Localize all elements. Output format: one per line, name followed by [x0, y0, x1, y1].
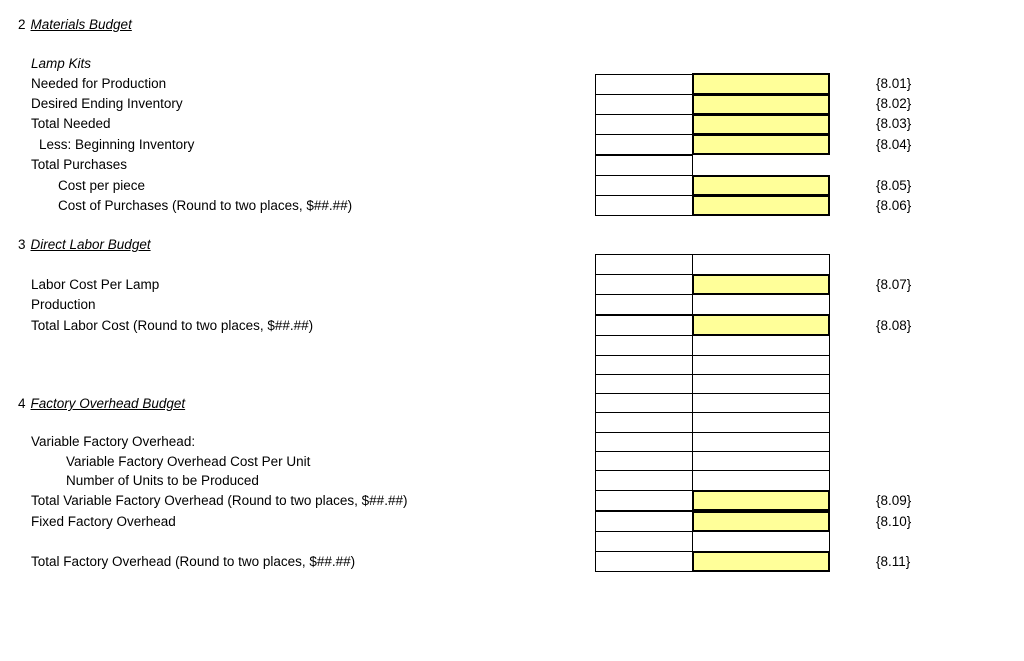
cell-a-total-labor-cost[interactable] [595, 315, 693, 336]
input-a-total-needed[interactable] [596, 115, 692, 134]
input-a-overhead-blank[interactable] [596, 532, 692, 551]
answer-input-8-03[interactable] [694, 116, 828, 133]
answer-cell-8-05[interactable] [692, 175, 830, 196]
answer-code-8-07: {8.07} [876, 277, 912, 292]
answer-input-8-08[interactable] [694, 316, 828, 334]
input-b-labor-header[interactable] [693, 255, 829, 274]
cell-b-overhead-blank[interactable] [692, 531, 830, 552]
input-b-production[interactable] [693, 295, 829, 314]
cell-a-production[interactable] [595, 294, 693, 315]
cell-a-blank-3[interactable] [595, 374, 693, 395]
row-label-total-factory-overhead: Total Factory Overhead (Round to two places, $##.##) [31, 554, 356, 569]
input-a-total-factory-overhead[interactable] [596, 552, 692, 571]
input-a-desired-ending-inventory[interactable] [596, 95, 692, 114]
row-label-total-needed: Total Needed [31, 116, 111, 131]
section-number: 3 [18, 237, 26, 252]
answer-input-8-04[interactable] [694, 136, 828, 153]
input-b-blank-1[interactable] [693, 336, 829, 355]
cell-a-variable-overhead-cost-per-unit[interactable] [595, 451, 693, 472]
answer-cell-8-07[interactable] [692, 274, 830, 295]
row-label-needed-for-production: Needed for Production [31, 76, 167, 91]
answer-cell-8-01[interactable] [692, 73, 830, 95]
row-label-total-variable-factory-overhead: Total Variable Factory Overhead (Round to two places, $##.##) [31, 493, 408, 508]
cell-a-number-of-units[interactable] [595, 470, 693, 491]
section-title: Materials Budget [30, 17, 132, 32]
row-label-labor-cost-per-lamp: Labor Cost Per Lamp [31, 277, 160, 292]
input-b-blank-2[interactable] [693, 356, 829, 375]
cell-b-blank-3[interactable] [692, 374, 830, 395]
input-b-variable-factory-overhead[interactable] [693, 433, 829, 452]
input-a-total-purchases[interactable] [596, 156, 692, 175]
answer-code-8-01: {8.01} [876, 76, 912, 91]
answer-input-8-05[interactable] [694, 177, 828, 194]
answer-input-8-06[interactable] [694, 197, 828, 214]
answer-input-8-11[interactable] [694, 553, 828, 570]
input-a-total-labor-cost[interactable] [596, 316, 692, 335]
cell-b-blank-5[interactable] [692, 412, 830, 433]
row-label-total-labor-cost: Total Labor Cost (Round to two places, $##.##) [31, 318, 314, 333]
row-label-variable-factory-overhead: Variable Factory Overhead: [31, 434, 196, 449]
answer-cell-8-09[interactable] [692, 490, 830, 511]
input-a-production[interactable] [596, 295, 692, 314]
lamp-kits-subtitle: Lamp Kits [31, 56, 92, 71]
answer-code-8-04: {8.04} [876, 137, 912, 152]
cell-b-number-of-units[interactable] [692, 470, 830, 491]
answer-code-8-05: {8.05} [876, 178, 912, 193]
input-b-variable-overhead-cost-per-unit[interactable] [693, 452, 829, 471]
answer-cell-8-06[interactable] [692, 195, 830, 216]
answer-cell-8-08[interactable] [692, 314, 830, 336]
answer-input-8-09[interactable] [694, 492, 828, 509]
cell-a-blank-5[interactable] [595, 412, 693, 433]
section-number: 2 [18, 17, 26, 32]
input-a-blank-3[interactable] [596, 375, 692, 394]
cell-a-total-needed[interactable] [595, 114, 693, 135]
cell-b-production[interactable] [692, 294, 830, 315]
cell-a-total-purchases[interactable] [595, 155, 693, 176]
input-a-labor-cost-per-lamp[interactable] [596, 275, 692, 294]
answer-code-8-03: {8.03} [876, 116, 912, 131]
section-title: Factory Overhead Budget [30, 396, 186, 411]
cell-a-blank-4[interactable] [595, 393, 693, 414]
cell-a-fixed-factory-overhead[interactable] [595, 511, 693, 532]
input-a-variable-factory-overhead[interactable] [596, 433, 692, 452]
section-title: Direct Labor Budget [30, 237, 151, 252]
input-a-blank-5[interactable] [596, 413, 692, 432]
row-label-fixed-factory-overhead: Fixed Factory Overhead [31, 514, 176, 529]
cell-a-cost-per-piece[interactable] [595, 175, 693, 196]
cell-a-blank-2[interactable] [595, 355, 693, 376]
cell-a-total-factory-overhead[interactable] [595, 551, 693, 572]
input-a-total-variable-factory-overhead[interactable] [596, 491, 692, 510]
row-label-total-purchases: Total Purchases [31, 157, 128, 172]
direct-labor-budget-heading [18, 237, 151, 253]
input-a-fixed-factory-overhead[interactable] [596, 512, 692, 531]
cell-a-needed-for-production[interactable] [595, 74, 693, 95]
input-a-less-beginning-inventory[interactable] [596, 135, 692, 154]
cell-a-blank-1[interactable] [595, 335, 693, 356]
cell-b-blank-2[interactable] [692, 355, 830, 376]
cell-a-variable-factory-overhead[interactable] [595, 432, 693, 453]
cell-a-cost-of-purchases[interactable] [595, 195, 693, 216]
input-a-variable-overhead-cost-per-unit[interactable] [596, 452, 692, 471]
input-b-blank-5[interactable] [693, 413, 829, 432]
cell-a-labor-header[interactable] [595, 254, 693, 275]
input-a-labor-header[interactable] [596, 255, 692, 274]
input-b-blank-4[interactable] [693, 394, 829, 413]
materials-budget-heading [18, 17, 132, 33]
input-b-overhead-blank[interactable] [693, 532, 829, 551]
row-label-production: Production [31, 297, 96, 312]
answer-code-8-11: {8.11} [876, 554, 911, 569]
answer-code-8-08: {8.08} [876, 318, 912, 333]
answer-cell-8-04[interactable] [692, 134, 830, 155]
answer-code-8-02: {8.02} [876, 96, 912, 111]
input-b-blank-3[interactable] [693, 375, 829, 394]
answer-code-8-06: {8.06} [876, 198, 912, 213]
input-a-blank-4[interactable] [596, 394, 692, 413]
cell-b-variable-overhead-cost-per-unit[interactable] [692, 451, 830, 472]
answer-cell-8-11[interactable] [692, 551, 830, 572]
row-label-number-of-units-to-be-produced: Number of Units to be Produced [66, 473, 259, 488]
input-a-number-of-units[interactable] [596, 471, 692, 490]
input-a-cost-of-purchases[interactable] [596, 196, 692, 215]
answer-cell-8-10[interactable] [692, 511, 830, 532]
section-number: 4 [18, 396, 26, 411]
input-a-blank-2[interactable] [596, 356, 692, 375]
answer-code-8-10: {8.10} [876, 514, 912, 529]
input-b-number-of-units[interactable] [693, 471, 829, 490]
row-label-variable-overhead-cost-per-unit: Variable Factory Overhead Cost Per Unit [66, 454, 311, 469]
answer-cell-8-02[interactable] [692, 94, 830, 115]
answer-code-8-09: {8.09} [876, 493, 912, 508]
input-a-blank-1[interactable] [596, 336, 692, 355]
cell-a-labor-cost-per-lamp[interactable] [595, 274, 693, 295]
answer-input-8-10[interactable] [694, 513, 828, 530]
cell-a-desired-ending-inventory[interactable] [595, 94, 693, 115]
cell-b-labor-header[interactable] [692, 254, 830, 275]
cell-b-variable-factory-overhead[interactable] [692, 432, 830, 453]
cell-a-less-beginning-inventory[interactable] [595, 134, 693, 155]
row-label-less-beginning-inventory: Less: Beginning Inventory [39, 137, 195, 152]
answer-cell-8-03[interactable] [692, 114, 830, 135]
row-label-desired-ending-inventory: Desired Ending Inventory [31, 96, 183, 111]
cell-b-blank-4[interactable] [692, 393, 830, 414]
row-label-cost-of-purchases: Cost of Purchases (Round to two places, $##.##) [58, 198, 353, 213]
row-label-cost-per-piece: Cost per piece [58, 178, 146, 193]
cell-a-overhead-blank[interactable] [595, 531, 693, 552]
answer-input-8-07[interactable] [694, 276, 828, 293]
cell-b-blank-1[interactable] [692, 335, 830, 356]
answer-input-8-02[interactable] [694, 96, 828, 113]
factory-overhead-budget-heading [18, 396, 185, 412]
answer-input-8-01[interactable] [694, 75, 828, 93]
cell-a-total-variable-factory-overhead[interactable] [595, 490, 693, 511]
input-a-cost-per-piece[interactable] [596, 176, 692, 195]
input-a-needed-for-production[interactable] [596, 75, 692, 94]
